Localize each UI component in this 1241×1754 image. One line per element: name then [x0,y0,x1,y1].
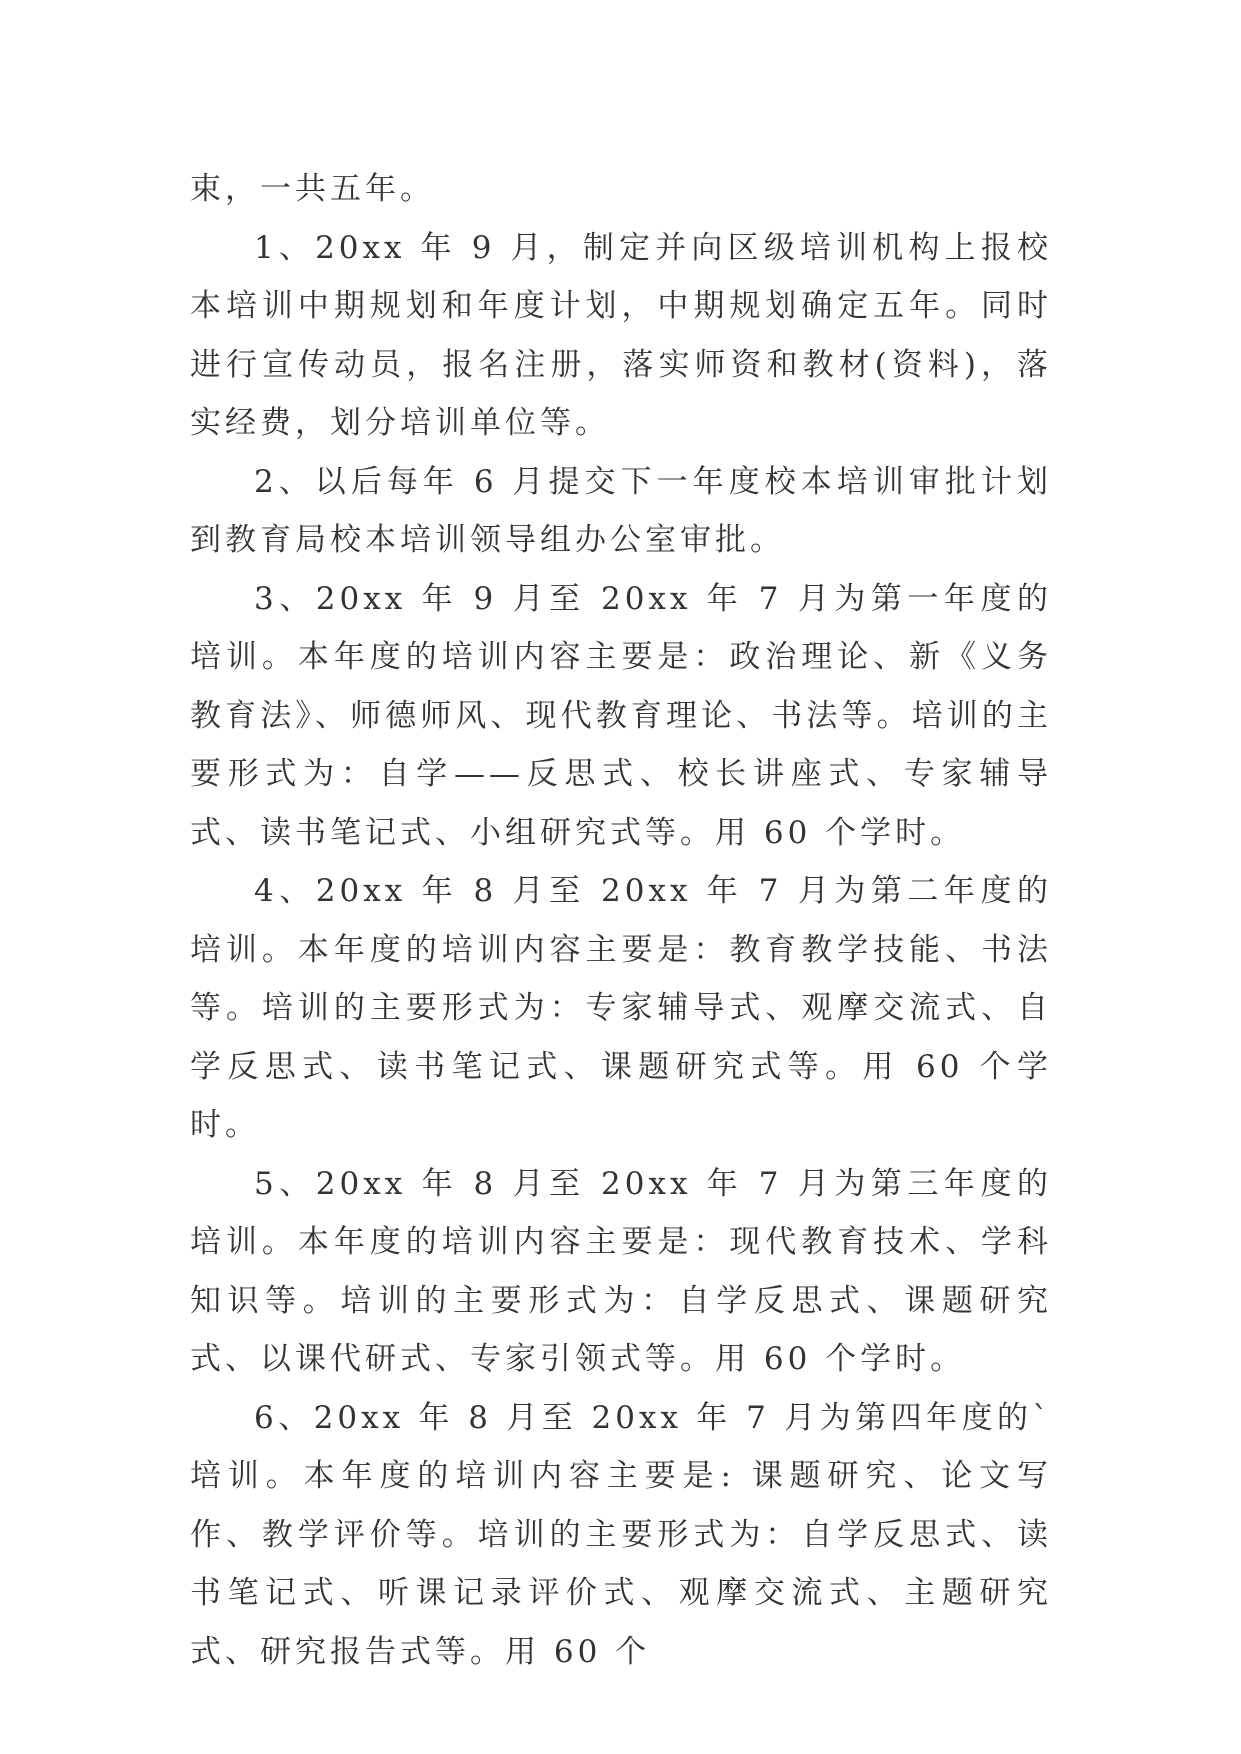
paragraph-item-1: 1、20xx 年 9 月，制定并向区级培训机构上报校本培训中期规划和年度计划，中期规划确定五年。同时进行宣传动员，报名注册，落实师资和教材(资料)，落实经费，划分培训单位等。 [190,229,1052,441]
paragraph-item-2: 2、以后每年 6 月提交下一年度校本培训审批计划到教育局校本培训领导组办公室审批。 [190,463,1052,558]
paragraph-item-5: 5、20xx 年 8 月至 20xx 年 7 月为第三年度的培训。本年度的培训内容主要是：现代教育技术、学科知识等。培训的主要形式为：自学反思式、课题研究式、以课代研式、专家引领式等。用 60 个学时。 [190,1165,1052,1377]
paragraph-item-3: 3、20xx 年 9 月至 20xx 年 7 月为第一年度的培训。本年度的培训内容主要是：政治理论、新《义务教育法》、师德师风、现代教育理论、书法等。培训的主要形式为：自学——反思式、校长讲座式、专家辅导式、读书笔记式、小组研究式等。用 60 个学时。 [190,580,1052,851]
paragraph-item-4: 4、20xx 年 8 月至 20xx 年 7 月为第二年度的培训。本年度的培训内容主要是：教育教学技能、书法等。培训的主要形式为：专家辅导式、观摩交流式、自学反思式、读书笔记式、课题研究式等。用 60 个学时。 [190,873,1052,1143]
paragraph-item-6: 6、20xx 年 8 月至 20xx 年 7 月为第四年度的`培训。本年度的培训内容主要是: 课题研究、论文写作、教学评价等。培训的主要形式为：自学反思式、读书笔记式、听课记录评价式、观摩交流式、主题研究式、研究报告式等。用 60 个 [190,1399,1052,1670]
document-page [190,160,1052,1681]
paragraph-continuation: 束，一共五年。 [190,171,435,207]
